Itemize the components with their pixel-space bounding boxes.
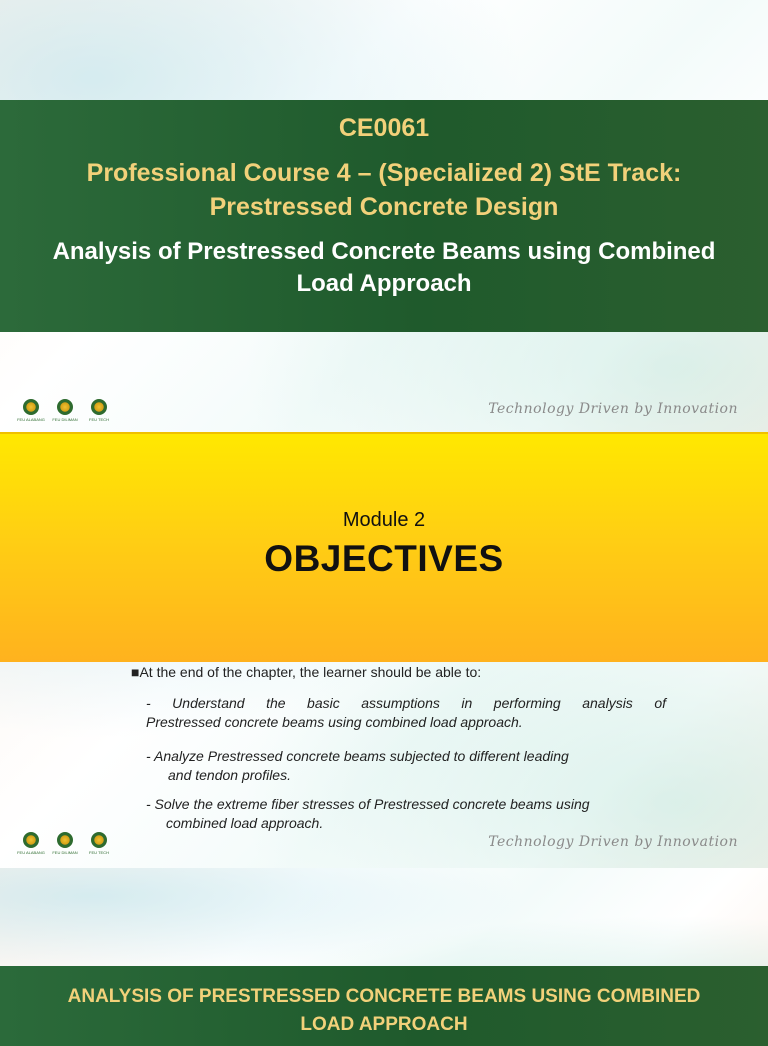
course-title: Professional Course 4 – (Specialized 2) StE Track: Prestressed Concrete Design — [86, 159, 682, 221]
section-banner: ANALYSIS OF PRESTRESSED CONCRETE BEAMS USING COMBINED LOAD APPROACH — [0, 966, 768, 1046]
feu-alabang-logo: FEU ALABANG — [19, 832, 43, 855]
seal-icon — [91, 832, 107, 848]
feu-diliman-logo: FEU DILIMAN — [53, 832, 77, 855]
feu-logos — [19, 399, 111, 422]
feu-tech-logo: FEU TECH — [87, 399, 111, 422]
course-code: CE0061 — [338, 114, 430, 142]
title-slide — [0, 0, 768, 432]
feu-tech-logo: FEU TECH — [87, 832, 111, 855]
objectives-slide — [0, 432, 768, 868]
lesson-title: Analysis of Prestressed Concrete Beams using Combined Load Approach — [52, 238, 716, 297]
feu-alabang-logo: FEU ALABANG — [19, 399, 43, 422]
seal-icon — [23, 832, 39, 848]
objective-1-line1: - Understand the basic assumptions in performing analysis of — [146, 695, 666, 711]
title-banner — [0, 100, 768, 332]
objective-3: - Solve the extreme fiber stresses of Prestressed concrete beams using combined load approach. — [146, 796, 590, 831]
section-slide — [0, 868, 768, 1035]
objective-2: - Analyze Prestressed concrete beams subjected to different leading and tendon profiles. — [146, 748, 569, 783]
objectives-title: OBJECTIVES — [264, 538, 504, 579]
tagline: Technology Driven by Innovation — [488, 834, 738, 850]
feu-diliman-logo: FEU DILIMAN — [53, 399, 77, 422]
module-label: Module 2 — [342, 509, 426, 531]
tagline: Technology Driven by Innovation — [488, 401, 738, 417]
feu-logos — [19, 832, 111, 855]
seal-icon — [91, 399, 107, 415]
objective-1-line2: Prestressed concrete beams using combined load approach. — [146, 714, 523, 730]
objectives-banner — [0, 432, 768, 662]
seal-icon — [23, 399, 39, 415]
seal-icon — [57, 399, 73, 415]
seal-icon — [57, 832, 73, 848]
objectives-intro: ■At the end of the chapter, the learner should be able to: — [131, 664, 482, 680]
